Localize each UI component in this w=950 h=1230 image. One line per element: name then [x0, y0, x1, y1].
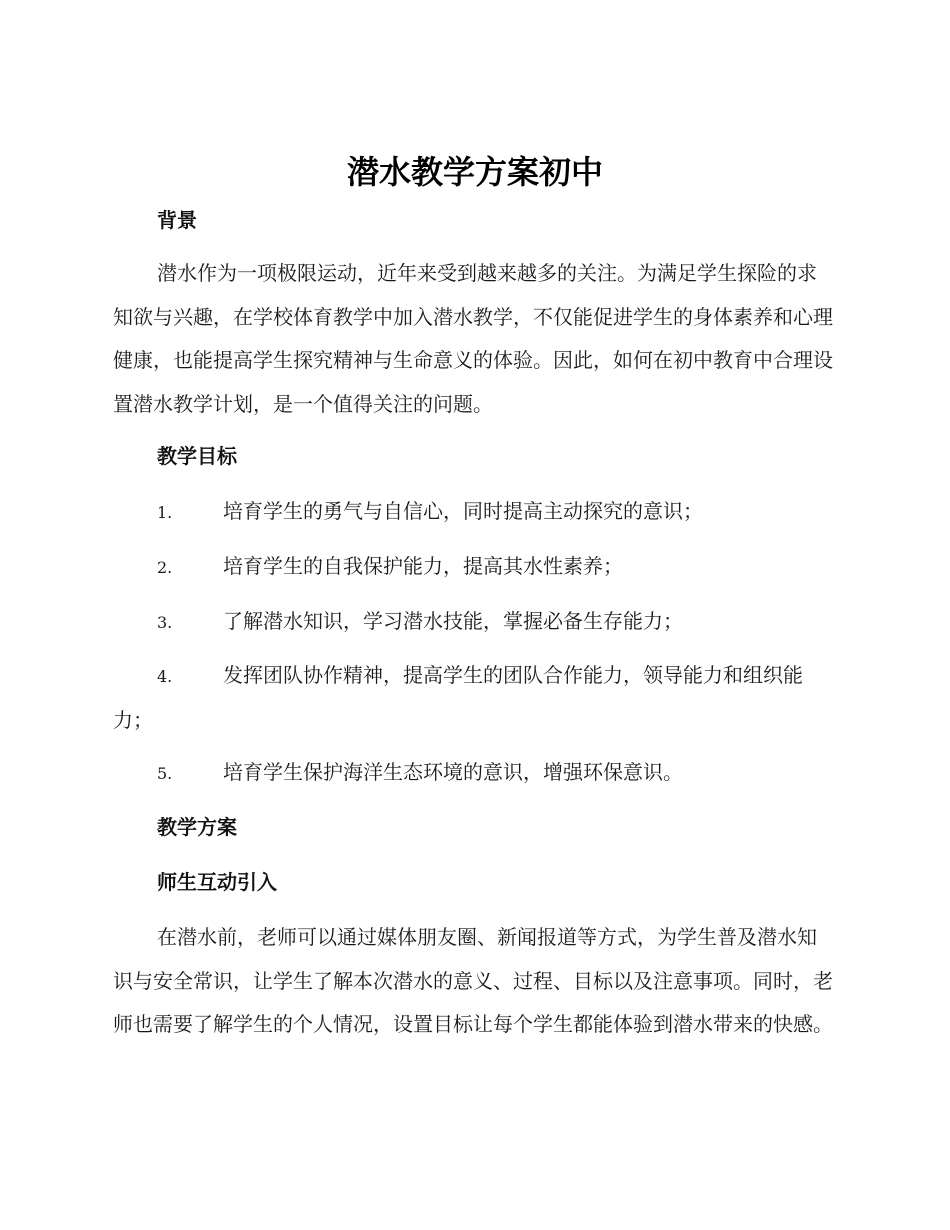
list-item-number: 3. — [157, 613, 173, 632]
list-item-number: 5. — [157, 764, 173, 783]
list-item-text: 培育学生的自我保护能力，提高其水性素养； — [223, 554, 623, 578]
list-item — [113, 654, 835, 742]
list-item — [113, 751, 835, 796]
list-item-number: 2. — [157, 558, 173, 577]
heading-background: 背景 — [157, 208, 197, 232]
heading-goals: 教学目标 — [157, 444, 237, 468]
list-item-text: 培育学生的勇气与自信心，同时提高主动探究的意识； — [223, 499, 703, 523]
list-item-text: 培育学生保护海洋生态环境的意识，增强环保意识。 — [223, 760, 683, 784]
list-item-text: 了解潜水知识，学习潜水技能，掌握必备生存能力； — [223, 609, 683, 633]
list-item — [113, 600, 835, 645]
list-item-number: 1. — [157, 503, 173, 522]
list-item-number: 4. — [157, 667, 173, 686]
document-title: 潜水教学方案初中 — [346, 153, 603, 191]
heading-intro: 师生互动引入 — [157, 870, 277, 894]
list-item-text: 发挥团队协作精神，提高学生的团队合作能力，领导能力和组织能力； — [113, 663, 803, 732]
list-item — [113, 490, 835, 535]
heading-plan: 教学方案 — [157, 815, 237, 839]
list-item — [113, 545, 835, 590]
paragraph-intro: 在潜水前，老师可以通过媒体朋友圈、新闻报道等方式，为学生普及潜水知识与安全常识，让学生了解本次潜水的意义、过程、目标以及注意事项。同时，老师也需要了解学生的个人情况，设置目标让每个学生都能体验到潜水带来的快感。 — [113, 925, 833, 1036]
paragraph-background: 潜水作为一项极限运动，近年来受到越来越多的关注。为满足学生探险的求知欲与兴趣，在学校体育教学中加入潜水教学，不仅能促进学生的身体素养和心理健康，也能提高学生探究精神与生命意义的体验。因此，如何在初中教育中合理设置潜水教学计划，是一个值得关注的问题。 — [113, 261, 833, 416]
